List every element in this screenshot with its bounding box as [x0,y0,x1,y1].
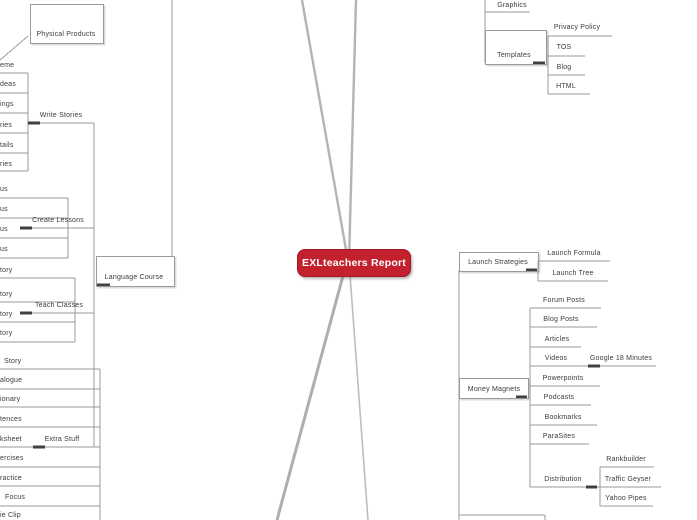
node-write-stories[interactable]: Write Stories [39,112,83,119]
node-extra-stuff[interactable]: Extra Stuff [44,436,80,443]
node-physical-products[interactable]: Physical Products [36,31,96,38]
node-money-magnets[interactable]: Money Magnets [467,386,521,393]
node-es-kid-6[interactable]: ercises [0,455,24,462]
node-cl-kid-4[interactable]: us [0,246,8,253]
node-tc-kid-2[interactable]: tory [0,291,13,298]
central-topic[interactable] [297,249,411,277]
node-es-kid-9[interactable]: ie Clip [0,512,21,519]
node-ws-kid-4[interactable]: ries [0,122,13,129]
node-tc-kid-1[interactable]: tory [0,267,13,274]
node-es-kid-2[interactable]: alogue [0,377,23,384]
language-course-box[interactable] [96,256,175,287]
node-ws-kid-2[interactable]: deas [0,81,16,88]
node-language-course[interactable]: Language Course [104,274,164,281]
node-parasites[interactable]: ParaSites [542,433,576,440]
node-podcasts[interactable]: Podcasts [543,394,575,401]
node-videos[interactable]: Videos [544,355,568,362]
node-es-kid-1[interactable]: Story [4,358,22,365]
node-es-kid-5[interactable]: ksheet [0,436,22,443]
node-privacy-policy[interactable]: Privacy Policy [553,24,601,31]
node-powerpoints[interactable]: Powerpoints [542,375,584,382]
node-cl-kid-1[interactable]: us [0,186,8,193]
node-create-lessons[interactable]: Create Lessons [32,217,84,224]
node-articles[interactable]: Articles [544,336,570,343]
node-cl-kid-3[interactable]: us [0,226,8,233]
node-tc-kid-4[interactable]: tory [0,330,13,337]
node-ws-kid-1[interactable]: eme [0,62,15,69]
node-google-18-minutes[interactable]: Google 18 Minutes [589,355,653,362]
node-distribution[interactable]: Distribution [544,476,582,483]
node-graphics[interactable]: Graphics [497,2,527,9]
node-cl-kid-2[interactable]: us [0,206,8,213]
node-bookmarks[interactable]: Bookmarks [544,414,582,421]
node-teach-classes[interactable]: Teach Classes [34,302,84,309]
central-topic-label: EXLteachers Report [302,257,406,269]
node-launch-strategies[interactable]: Launch Strategies [468,259,528,266]
node-templates[interactable]: Templates [497,52,531,59]
node-es-kid-8[interactable]: Focus [5,494,26,501]
node-tc-kid-3[interactable]: tory [0,311,13,318]
node-ws-kid-3[interactable]: ings [0,101,14,108]
node-es-kid-4[interactable]: tences [0,416,22,423]
node-blog-posts[interactable]: Blog Posts [543,316,579,323]
node-tos[interactable]: TOS [556,44,572,51]
node-html[interactable]: HTML [556,83,576,90]
node-blog[interactable]: Blog [556,64,572,71]
node-traffic-geyser[interactable]: Traffic Geyser [604,476,652,483]
node-ws-kid-5[interactable]: tails [0,142,14,149]
node-launch-formula[interactable]: Launch Formula [547,250,601,257]
node-ws-kid-6[interactable]: ries [0,161,13,168]
node-es-kid-7[interactable]: ractice [0,475,23,482]
node-rankbuilder[interactable]: Rankbuilder [606,456,646,463]
node-launch-tree[interactable]: Launch Tree [552,270,594,277]
node-es-kid-3[interactable]: ionary [0,396,21,403]
node-yahoo-pipes[interactable]: Yahoo Pipes [605,495,647,502]
node-forum-posts[interactable]: Forum Posts [543,297,585,304]
